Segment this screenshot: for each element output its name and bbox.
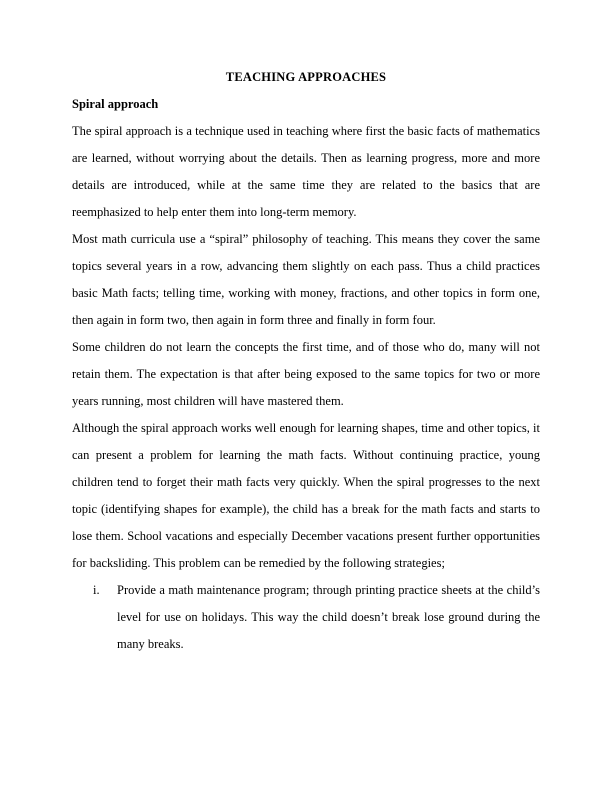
paragraph-problem: Although the spiral approach works well enough for learning shapes, time and other topics, it can present a problem for learning the math facts. Without continuing practice, young children tend to forget their math facts very quickly. When the spiral progresses to the next topic (identifying shapes for example), the child has a break for the math facts and starts to lose them. School vacations and especially December vacations present further opportunities for backsliding. This problem can be remedied by the following strategies; <box>72 421 540 570</box>
paragraph-retention: Some children do not learn the concepts the first time, and of those who do, many will not retain them. The expectation is that after being exposed to the same topics for two or more years running, most children will have mastered them. <box>72 340 540 408</box>
paragraph-curricula: Most math curricula use a “spiral” philosophy of teaching. This means they cover the same topics several years in a row, advancing them slightly on each pass. Thus a child practices basic Math facts; telling time, working with money, fractions, and other topics in form one, then again in form two, then again in form three and finally in form four. <box>72 232 540 327</box>
paragraph-intro: The spiral approach is a technique used in teaching where first the basic facts of mathematics are learned, without worrying about the details. Then as learning progress, more and more details are introduced, while at the same time they are related to the basics that are reemphasized to help enter them into long-term memory. <box>72 124 540 219</box>
list-item-text: Provide a math maintenance program; through printing practice sheets at the child’s level for use on holidays. This way the child doesn’t break lose ground during the many breaks. <box>117 583 540 651</box>
document-title: TEACHING APPROACHES <box>225 70 387 84</box>
section-heading-spiral-approach: Spiral approach <box>72 97 159 111</box>
list-item-marker: i. <box>93 583 100 597</box>
list-item <box>72 577 540 658</box>
